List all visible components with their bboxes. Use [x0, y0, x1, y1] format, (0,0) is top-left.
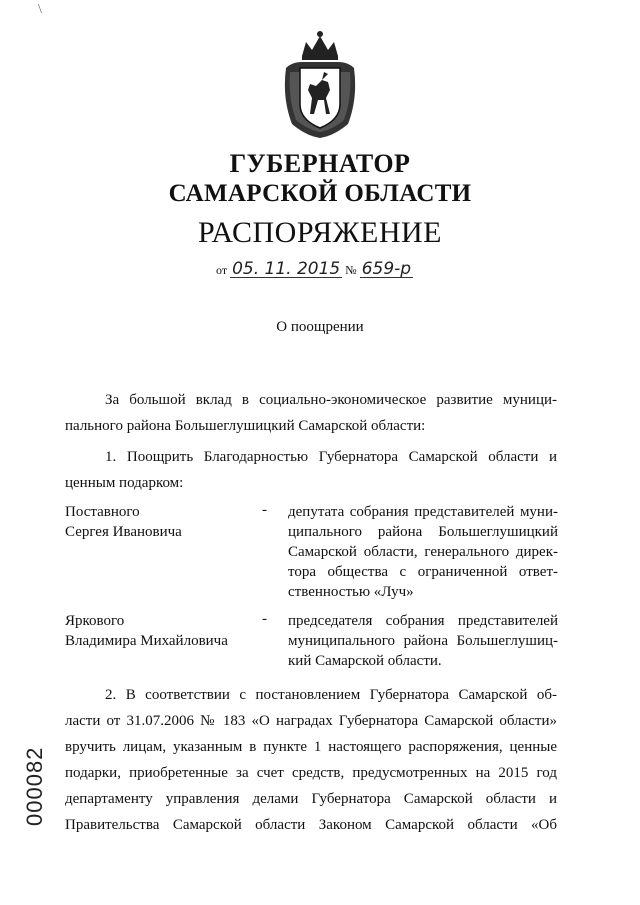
issuer-title-line1: ГУБЕРНАТОР [229, 149, 411, 178]
date-number-line [216, 261, 413, 278]
awardee-1-role-line: Самарской области, генерального дирек- [288, 544, 558, 560]
awardee-2-dash: - [262, 611, 267, 627]
awardee-1-role-line: ственностью «Луч» [288, 584, 414, 600]
item2-body-line: подарки, приобретенные за счет средств, предусмотренных на 2015 год [65, 765, 557, 781]
item2-body-line: Правительства Самарской области Законом Самарской области «Об [65, 817, 557, 833]
awardee-2-role-line: муниципального района Большеглушиц- [288, 633, 558, 649]
date-value: 05. 11. 2015 [232, 259, 341, 279]
awardee-1-role-line: тора общества с ограниченной ответ- [288, 564, 558, 580]
item2-body-line: ласти от 31.07.2006 № 183 «О наградах Губернатора Самарской области» [65, 713, 557, 729]
item1-line-2: ценным подарком: [65, 475, 184, 491]
awardee-1-surname: Поставного [65, 504, 140, 520]
awardee-2-given-names: Владимира Михайловича [65, 633, 228, 649]
item2-body [65, 708, 557, 838]
awardee-2-surname: Яркового [65, 613, 125, 629]
document-type: РАСПОРЯЖЕНИЕ [197, 216, 443, 249]
item1-line-1: 1. Поощрить Благодарностью Губернатора Самарской области и [105, 449, 557, 465]
issuer-title-line2: САМАРСКОЙ ОБЛАСТИ [168, 180, 472, 207]
number-value: 659-р [361, 259, 412, 279]
awardee-1-dash: - [262, 502, 267, 518]
item2-body-line: вручить лицам, указанным в пункте 1 настоящего распоряжения, ценные [65, 739, 557, 755]
awardee-2-role-line: кий Самарской области. [288, 653, 442, 669]
awardee-1-role-line: ципального района Большеглушицкий [288, 524, 558, 540]
samara-coat-of-arms-icon [278, 28, 362, 140]
awardee-2-role-line: председателя собрания представителей [288, 613, 558, 629]
awardee-2-role [288, 611, 558, 671]
item2-body-line: департаменту управления делами Губернатора Самарской области и [65, 791, 557, 807]
awardee-2-name [65, 611, 255, 651]
intro-line-2: пального района Большеглушицкий Самарской области: [65, 418, 426, 434]
awardee-1-given-names: Сергея Ивановича [65, 524, 182, 540]
date-prefix: от [216, 263, 228, 277]
awardee-1-name [65, 502, 255, 542]
number-prefix: № [345, 263, 357, 277]
item2-line-1: 2. В соответствии с постановлением Губернатора Самарской об- [105, 687, 557, 703]
registration-number: 000082 [22, 746, 47, 826]
intro-line-1: За большой вклад в социально-экономическое развитие муници- [105, 392, 557, 408]
awardee-1-role-line: депутата собрания представителей муни- [288, 504, 558, 520]
document-subject: О поощрении [276, 319, 364, 335]
page-mark: \ [38, 2, 42, 17]
awardee-1-role [288, 502, 558, 602]
